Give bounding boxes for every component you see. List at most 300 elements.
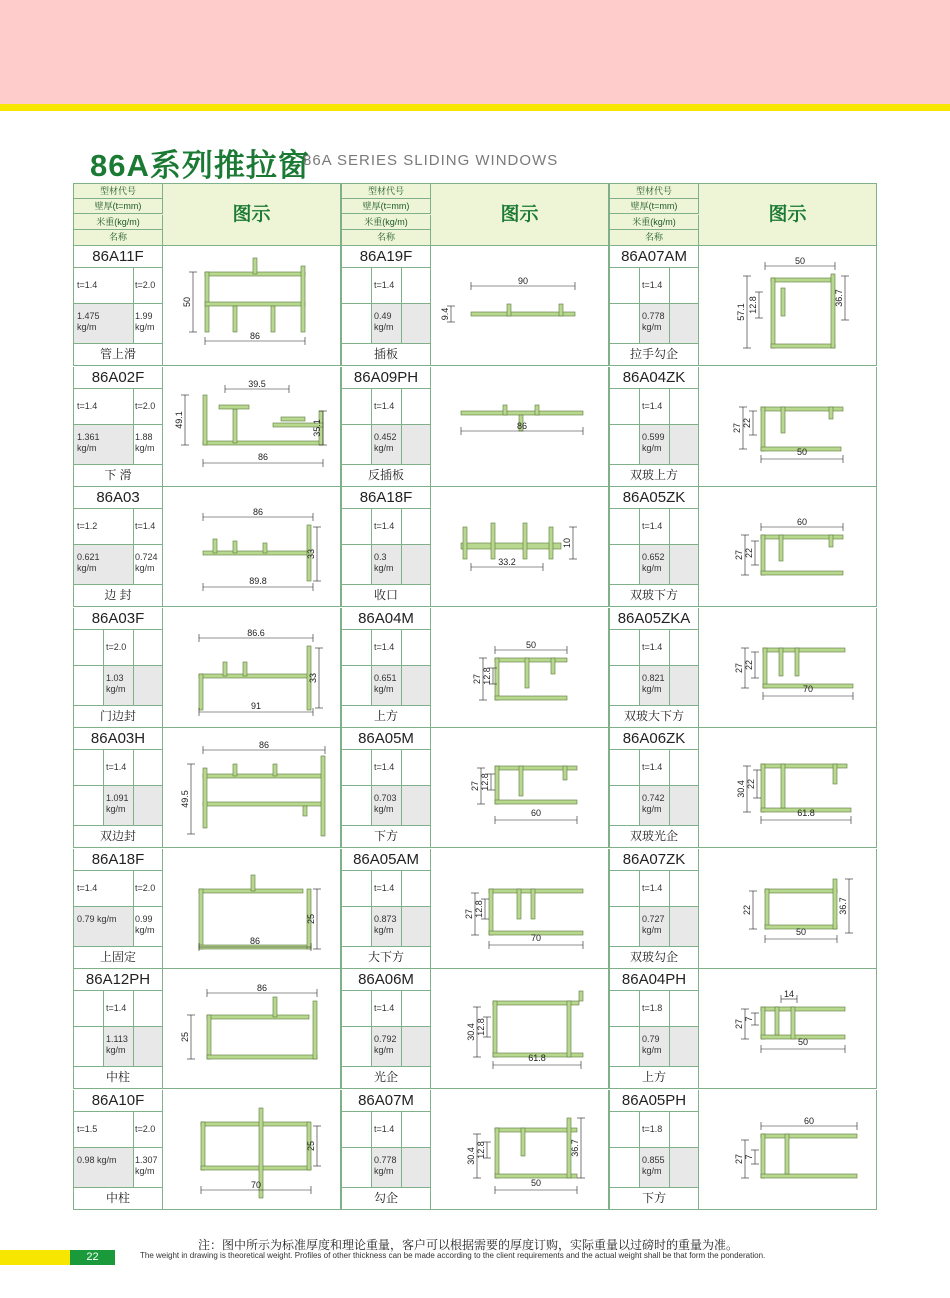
header-label: 米重(kg/m): [74, 215, 163, 230]
profile-name: 中柱: [105, 1190, 130, 1205]
dimension-label: 61.8: [528, 1053, 546, 1063]
header-label: 名称: [342, 230, 431, 245]
weight-row: [74, 304, 162, 344]
profile-cell: [341, 367, 609, 487]
profile-svg: [699, 728, 877, 847]
profile-name: 上方: [641, 1070, 666, 1084]
header-label: 型材代号: [610, 184, 699, 199]
profile-name: 上固定: [99, 949, 136, 964]
header-label: 米重(kg/m): [610, 215, 699, 230]
dimension-label: 70: [802, 683, 814, 694]
profile-info: [610, 969, 699, 1088]
profile-info: [610, 367, 699, 486]
weight-row: [74, 545, 162, 585]
dimension-label: 39.5: [248, 378, 266, 389]
dimension-label: 7: [744, 1153, 754, 1160]
weight-row: [610, 545, 698, 585]
dimension-label: 86: [249, 935, 261, 946]
profile-svg: [699, 849, 877, 968]
weight-value: 0.727 kg/m: [642, 913, 665, 935]
weight-row: [342, 1148, 430, 1188]
thickness-value: t=1.4: [374, 280, 395, 290]
profile-info: [342, 608, 431, 727]
profile-drawing: [466, 1118, 585, 1194]
profile-name: 双玻上方: [629, 467, 678, 482]
dimension-label: 9.4: [440, 307, 450, 321]
dimension-label: 50: [794, 256, 806, 266]
thickness-value: t=1.4: [642, 882, 663, 893]
profile-code: 86A06ZK: [610, 728, 698, 750]
thickness-row: [74, 871, 162, 907]
profile-code: 86A05ZKA: [610, 608, 698, 630]
weight-value: 0.855 kg/m: [642, 1154, 665, 1176]
profile-figure: [699, 969, 877, 1088]
profile-svg: [163, 608, 341, 727]
profile-svg: [163, 1090, 341, 1209]
weight-row: [74, 1027, 162, 1067]
profile-drawing: [734, 989, 845, 1053]
profile-code: 86A04M: [342, 608, 430, 630]
profile-drawing: [461, 523, 577, 571]
profile-info: [74, 608, 163, 727]
profile-name: 双玻大下方: [623, 708, 684, 723]
dimension-label: 27: [470, 780, 480, 792]
profile-figure: [163, 367, 341, 486]
profile-info: [342, 246, 431, 365]
dimension-label: 12.8: [482, 666, 492, 685]
profile-drawing: [736, 256, 849, 348]
profile-drawing: [732, 407, 843, 463]
profile-code: 86A07ZK: [610, 849, 698, 871]
weight-value: 0.79 kg/m: [77, 913, 117, 924]
profile-svg: [699, 487, 877, 606]
thickness-value: t=2.0: [135, 400, 156, 411]
weight-value: 0.452 kg/m: [374, 431, 397, 453]
header-label: 壁厚(t=mm): [610, 199, 699, 214]
profile-code: 86A03H: [74, 728, 162, 750]
header-label: 型材代号: [342, 184, 431, 199]
dimension-label: 36.7: [570, 1138, 580, 1157]
profile-svg: [699, 969, 877, 1088]
weight-value: 1.361 kg/m: [77, 431, 100, 453]
profile-info: [342, 728, 431, 847]
profile-figure: [699, 487, 877, 606]
dimension-label: 22: [746, 778, 756, 790]
profile-svg: [699, 1090, 877, 1209]
profile-code: 86A05M: [342, 728, 430, 750]
dimension-label: 12.8: [474, 899, 484, 918]
dimension-label: 12.8: [476, 1140, 486, 1159]
profile-svg: [431, 969, 609, 1088]
thickness-value: t=1.4: [374, 882, 395, 893]
profile-drawing: [734, 648, 853, 700]
profile-svg: [163, 246, 341, 365]
dimension-label: 22: [744, 547, 754, 559]
dimension-label: 12.8: [748, 296, 758, 314]
profile-svg: [699, 608, 877, 727]
profile-figure: [431, 728, 609, 847]
profile-svg: [431, 367, 609, 486]
profile-name: 双边封: [99, 829, 136, 843]
profile-name: 中柱: [105, 1070, 130, 1084]
dimension-label: 36.7: [838, 896, 848, 915]
dimension-label: 86: [516, 420, 528, 431]
weight-value: 0.742 kg/m: [642, 793, 665, 814]
thickness-value: t=1.4: [77, 400, 98, 411]
profile-cell: [609, 969, 877, 1089]
weight-row: [342, 907, 430, 947]
dimension-label: 27: [734, 549, 744, 561]
note-english: The weight in drawing is theoretical weight. Profiles of other thickness can be made according to the client requirements and the actual weight shall be that form the ponderation.: [140, 1251, 766, 1260]
profile-code: 86A18F: [74, 849, 162, 871]
dimension-label: 91: [250, 700, 262, 711]
profile-drawing: [180, 983, 317, 1059]
profile-name: 下 滑: [104, 467, 132, 482]
profile-cell: [341, 728, 609, 848]
profile-drawing: [440, 276, 575, 322]
weight-row: [610, 425, 698, 465]
dimension-label: 36.7: [834, 289, 844, 307]
weight-value: 0.821 kg/m: [642, 672, 665, 694]
profile-drawing: [466, 991, 583, 1069]
dimension-label: 27: [464, 908, 474, 919]
weight-value: 0.778 kg/m: [642, 311, 665, 332]
profile-drawing: [461, 405, 583, 435]
profile-info: [610, 246, 699, 365]
profile-info: [74, 367, 163, 486]
weight-row: [610, 1027, 698, 1067]
weight-value: 0.599 kg/m: [642, 431, 665, 453]
weight-row: [342, 786, 430, 826]
dimension-label: 90: [517, 276, 529, 286]
profile-name: 光企: [373, 1070, 398, 1084]
profile-code: 86A18F: [342, 487, 430, 509]
profile-svg: [431, 849, 609, 968]
thickness-value: t=1.4: [77, 280, 98, 290]
profile-code: 86A05PH: [610, 1090, 698, 1112]
profile-svg: [431, 1090, 609, 1209]
weight-value: 1.99 kg/m: [135, 311, 155, 332]
thickness-row: [342, 509, 430, 545]
header-label: 米重(kg/m): [342, 215, 431, 230]
profile-cell: [609, 1090, 877, 1210]
profile-figure: [699, 849, 877, 968]
weight-row: [342, 425, 430, 465]
header-label: 壁厚(t=mm): [74, 199, 163, 214]
thickness-row: [342, 268, 430, 304]
profile-drawing: [203, 507, 321, 591]
weight-value: 1.03 kg/m: [106, 672, 126, 694]
profile-drawing: [472, 640, 567, 700]
thickness-value: t=2.0: [135, 1123, 156, 1134]
weight-row: [342, 304, 430, 344]
dimension-label: 50: [182, 296, 192, 308]
profile-figure: [431, 849, 609, 968]
header-label: 名称: [610, 230, 699, 245]
thickness-row: [342, 871, 430, 907]
profile-cell: [609, 367, 877, 487]
dimension-label: 27: [472, 673, 482, 684]
weight-value: 0.873 kg/m: [374, 913, 397, 935]
profile-drawing: [742, 879, 853, 943]
dimension-label: 60: [796, 517, 808, 527]
profile-figure: [163, 487, 341, 606]
profile-code: 86A07M: [342, 1090, 430, 1112]
header-label: 型材代号: [74, 184, 163, 199]
dimension-label: 35.1: [312, 418, 322, 437]
profile-code: 86A11F: [74, 246, 162, 268]
profile-drawing: [470, 766, 577, 824]
dimension-label: 33: [308, 672, 318, 683]
profile-svg: [431, 608, 609, 727]
header-label: 壁厚(t=mm): [342, 199, 431, 214]
figure-header: 图示: [500, 204, 539, 225]
weight-value: 1.88 kg/m: [135, 431, 155, 453]
profile-svg: [163, 849, 341, 968]
profile-figure: [699, 608, 877, 727]
weight-row: [74, 666, 162, 706]
weight-row: [342, 545, 430, 585]
profile-cell: [341, 608, 609, 728]
thickness-value: t=1.4: [642, 762, 663, 772]
profile-svg: [431, 246, 609, 365]
profile-name: 勾企: [373, 1190, 398, 1205]
thickness-row: [74, 389, 162, 425]
profile-code: 86A02F: [74, 367, 162, 389]
profile-cell: [73, 246, 341, 366]
profile-svg: [699, 246, 877, 365]
header-label: 名称: [74, 230, 163, 245]
weight-row: [74, 1148, 162, 1188]
weight-row: [610, 907, 698, 947]
dimension-label: 22: [742, 417, 752, 428]
profile-cell: [609, 608, 877, 728]
profile-code: 86A05ZK: [610, 487, 698, 509]
dimension-label: 22: [744, 659, 754, 670]
profile-info: [342, 849, 431, 968]
weight-value: 0.49 kg/m: [374, 311, 394, 332]
dimension-label: 33.2: [498, 557, 516, 567]
profile-drawing: [464, 889, 583, 949]
dimension-label: 27: [734, 1153, 744, 1164]
profile-code: 86A05AM: [342, 849, 430, 871]
weight-row: [342, 1027, 430, 1067]
thickness-value: t=1.4: [642, 521, 663, 531]
dimension-label: 86: [258, 740, 270, 750]
column-1: [73, 183, 341, 1210]
column-header: [341, 183, 609, 246]
thickness-row: [74, 750, 162, 786]
weight-row: [74, 425, 162, 465]
profile-code: 86A04PH: [610, 969, 698, 991]
profile-info: [342, 367, 431, 486]
profile-figure: [431, 608, 609, 727]
profile-drawing: [734, 517, 843, 575]
thickness-value: t=1.4: [106, 762, 127, 772]
profile-name: 收口: [373, 588, 398, 602]
dimension-label: 22: [742, 904, 752, 915]
profile-cell: [73, 608, 341, 728]
profile-code: 86A19F: [342, 246, 430, 268]
profile-cell: [609, 849, 877, 969]
thickness-value: t=1.8: [642, 1123, 663, 1134]
dimension-label: 27: [734, 1018, 744, 1030]
profile-svg: [163, 969, 341, 1088]
profile-figure: [163, 849, 341, 968]
profile-info: [610, 487, 699, 606]
dimension-label: 60: [530, 808, 542, 818]
weight-row: [342, 666, 430, 706]
weight-row: [610, 786, 698, 826]
weight-value: 0.651 kg/m: [374, 672, 397, 694]
profile-name: 反插板: [367, 467, 404, 482]
weight-value: 0.792 kg/m: [374, 1034, 397, 1055]
column-2: [341, 183, 609, 1210]
profile-code: 86A03F: [74, 608, 162, 630]
dimension-label: 25: [306, 1140, 316, 1151]
dimension-label: 25: [306, 913, 316, 924]
dimension-label: 12.8: [476, 1018, 486, 1036]
dimension-label: 86: [257, 451, 269, 462]
profile-code: 86A06M: [342, 969, 430, 991]
dimension-label: 89.8: [249, 576, 267, 586]
thickness-value: t=1.8: [642, 1003, 663, 1013]
top-yellow-line: [0, 104, 950, 111]
profile-info: [74, 969, 163, 1088]
thickness-row: [74, 1112, 162, 1148]
weight-row: [74, 907, 162, 947]
thickness-row: [74, 268, 162, 304]
weight-value: 1.091 kg/m: [106, 793, 129, 814]
thickness-value: t=1.2: [77, 521, 98, 531]
dimension-label: 50: [795, 926, 807, 937]
thickness-value: t=2.0: [135, 280, 156, 290]
weight-value: 1.475 kg/m: [77, 311, 100, 332]
column-header: [609, 183, 877, 246]
thickness-value: t=1.4: [374, 1003, 395, 1013]
profile-drawing: [199, 875, 321, 951]
profile-table: [73, 183, 877, 1210]
weight-value: 0.778 kg/m: [374, 1154, 397, 1176]
thickness-row: [610, 268, 698, 304]
page-title: 86A系列推拉窗: [90, 148, 310, 183]
profile-info: [74, 246, 163, 365]
profile-drawing: [734, 1116, 857, 1178]
profile-code: 86A07AM: [610, 246, 698, 268]
profile-cell: [341, 246, 609, 366]
dimension-label: 70: [530, 932, 542, 943]
thickness-row: [610, 630, 698, 666]
dimension-label: 60: [803, 1115, 815, 1126]
profile-drawing: [174, 379, 327, 467]
profile-name: 下方: [373, 829, 398, 843]
profile-name: 大下方: [367, 949, 404, 964]
profile-svg: [163, 367, 341, 486]
profile-figure: [431, 1090, 609, 1209]
thickness-value: t=1.4: [642, 280, 663, 290]
thickness-value: t=2.0: [106, 641, 127, 652]
figure-header: 图示: [232, 204, 271, 225]
profile-name: 上方: [373, 708, 398, 723]
dimension-label: 27: [734, 662, 744, 673]
dimension-label: 57.1: [736, 303, 746, 321]
thickness-row: [74, 630, 162, 666]
dimension-label: 49.5: [180, 790, 190, 808]
column-header: [73, 183, 341, 246]
profile-cell: [341, 849, 609, 969]
profile-cell: [73, 969, 341, 1089]
profile-figure: [699, 246, 877, 365]
weight-value: 0.3 kg/m: [374, 552, 394, 573]
weight-row: [74, 786, 162, 826]
profile-figure: [163, 246, 341, 365]
dimension-label: 50: [525, 639, 537, 650]
thickness-value: t=1.4: [642, 641, 663, 652]
dimension-label: 27: [732, 422, 742, 433]
thickness-value: t=1.4: [77, 882, 98, 893]
dimension-label: 30.4: [736, 780, 746, 798]
thickness-value: t=1.4: [374, 762, 395, 772]
profile-figure: [431, 246, 609, 365]
profile-code: 86A12PH: [74, 969, 162, 991]
dimension-label: 30.4: [466, 1023, 476, 1041]
profile-name: 下方: [641, 1190, 666, 1205]
profile-name: 管上滑: [99, 347, 136, 361]
dimension-label: 25: [180, 1031, 190, 1043]
thickness-value: t=1.4: [374, 521, 395, 531]
thickness-value: t=1.4: [374, 641, 395, 652]
profile-cell: [73, 367, 341, 487]
thickness-row: [74, 991, 162, 1027]
profile-name: 双玻勾企: [629, 949, 678, 964]
profile-info: [610, 608, 699, 727]
column-3: [609, 183, 877, 1210]
profile-info: [74, 1090, 163, 1209]
note-chinese: 注：图中所示为标准厚度和理论重量，客户可以根据需要的厚度订购，实际重量以过磅时的重量为准。: [198, 1238, 739, 1252]
thickness-value: t=1.4: [135, 521, 156, 531]
profile-info: [74, 487, 163, 606]
thickness-value: t=2.0: [135, 882, 156, 893]
profile-code: 86A09PH: [342, 367, 430, 389]
thickness-row: [74, 509, 162, 545]
thickness-row: [610, 1112, 698, 1148]
profile-cell: [609, 728, 877, 848]
profile-cell: [73, 728, 341, 848]
profile-figure: [163, 728, 341, 847]
dimension-label: 61.8: [797, 808, 815, 818]
page-subtitle: 86A SERIES SLIDING WINDOWS: [303, 152, 559, 169]
profile-code: 86A04ZK: [610, 367, 698, 389]
profile-figure: [163, 1090, 341, 1209]
profile-info: [74, 728, 163, 847]
profile-figure: [163, 969, 341, 1088]
thickness-row: [342, 1112, 430, 1148]
footer-yellow-bar: [0, 1250, 70, 1265]
profile-figure: [163, 608, 341, 727]
thickness-value: t=1.4: [374, 1123, 395, 1134]
profile-drawing: [182, 258, 305, 345]
thickness-row: [342, 991, 430, 1027]
profile-name: 门边封: [99, 708, 136, 723]
thickness-row: [610, 509, 698, 545]
thickness-row: [610, 389, 698, 425]
dimension-label: 14: [783, 989, 795, 999]
dimension-label: 86: [252, 507, 264, 517]
profile-figure: [699, 728, 877, 847]
profile-info: [74, 849, 163, 968]
profile-name: 双玻光企: [629, 829, 678, 843]
weight-value: 0.703 kg/m: [374, 793, 397, 814]
